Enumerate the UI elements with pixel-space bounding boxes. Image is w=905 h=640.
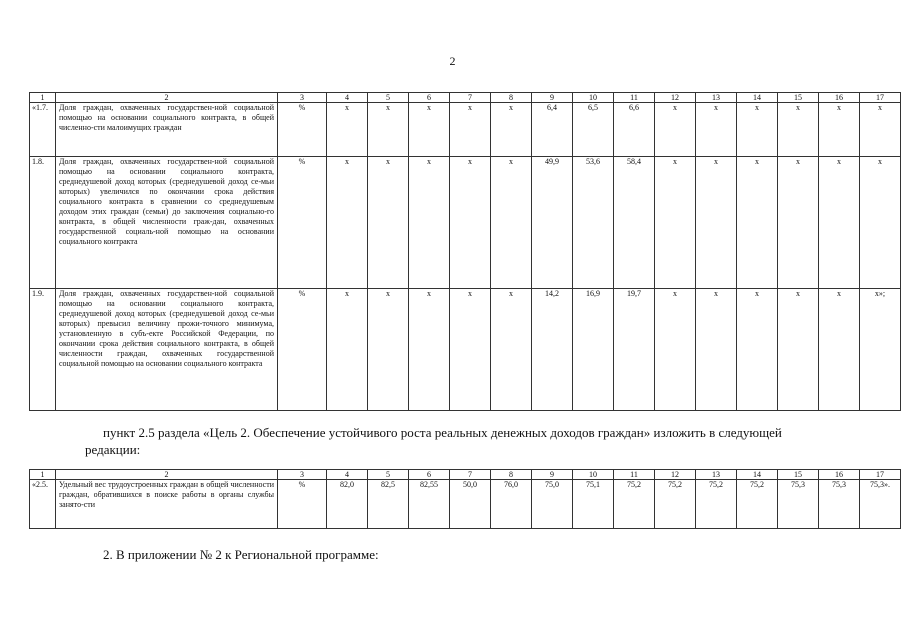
- table-header-row: [30, 93, 901, 103]
- column-header: 10: [573, 93, 614, 103]
- column-header: 16: [819, 470, 860, 480]
- value-cell: х: [737, 289, 778, 411]
- paragraph-line: пункт 2.5 раздела «Цель 2. Обеспечение устойчивого роста реальных денежных доходов граждан» изложить в следующей: [103, 425, 782, 440]
- column-header: 10: [573, 470, 614, 480]
- value-cell: х: [696, 289, 737, 411]
- table-row: [30, 103, 901, 157]
- paragraph-line: редакции:: [85, 442, 141, 457]
- value-cell: х: [491, 103, 532, 157]
- column-header: 13: [696, 470, 737, 480]
- row-index: 1.8.: [30, 157, 56, 289]
- value-cell: 75,3».: [860, 480, 901, 529]
- value-cell: 49,9: [532, 157, 573, 289]
- column-header: 9: [532, 470, 573, 480]
- table-row: [30, 480, 901, 529]
- column-header: 11: [614, 470, 655, 480]
- value-cell: х: [778, 289, 819, 411]
- indicator-description: Доля граждан, охваченных государствен-ной социальной помощью на основании социального контракта, среднедушевой доход которых (среднедушевой доход се-мьи которых) превысил величину прожи-точного минимума, установленную в субъ-екте Российской Федерации, по окончании срока действия социального контракта, в общей численности граждан, охваченных государственной социальной помощью на основании социального контракта: [56, 289, 278, 411]
- column-header: 7: [450, 93, 491, 103]
- value-cell: 16,9: [573, 289, 614, 411]
- indicator-description: Доля граждан, охваченных государствен-ной социальной помощью на основании социального контракта, в общей численно-сти малоимущих граждан: [56, 103, 278, 157]
- value-cell: 82,0: [327, 480, 368, 529]
- value-cell: х: [450, 157, 491, 289]
- value-cell: 76,0: [491, 480, 532, 529]
- value-cell: 53,6: [573, 157, 614, 289]
- value-cell: 14,2: [532, 289, 573, 411]
- value-cell: х: [778, 103, 819, 157]
- value-cell: х: [819, 289, 860, 411]
- unit-cell: %: [278, 157, 327, 289]
- value-cell: х: [491, 157, 532, 289]
- value-cell: х: [409, 157, 450, 289]
- column-header: 3: [278, 470, 327, 480]
- value-cell: х: [655, 157, 696, 289]
- value-cell: х: [819, 157, 860, 289]
- table-header-row: [30, 470, 901, 480]
- value-cell: 6,4: [532, 103, 573, 157]
- value-cell: х: [655, 103, 696, 157]
- indicators-table-2: [29, 469, 901, 529]
- value-cell: 6,5: [573, 103, 614, 157]
- value-cell: х: [327, 103, 368, 157]
- amendment-paragraph: [85, 424, 863, 458]
- value-cell: 58,4: [614, 157, 655, 289]
- value-cell: 75,2: [696, 480, 737, 529]
- value-cell: х: [696, 157, 737, 289]
- column-header: 1: [30, 470, 56, 480]
- value-cell: 75,1: [573, 480, 614, 529]
- value-cell: х: [491, 289, 532, 411]
- value-cell: 75,2: [655, 480, 696, 529]
- column-header: 8: [491, 93, 532, 103]
- value-cell: х: [409, 103, 450, 157]
- indicator-description: Удельный вес трудоустроенных граждан в общей численности граждан, обратившихся в поиске работы в органы службы занято-сти: [56, 480, 278, 529]
- value-cell: 75,0: [532, 480, 573, 529]
- column-header: 14: [737, 93, 778, 103]
- column-header: 7: [450, 470, 491, 480]
- table-row: [30, 289, 901, 411]
- value-cell: х»;: [860, 289, 901, 411]
- column-header: 2: [56, 470, 278, 480]
- value-cell: х: [860, 157, 901, 289]
- value-cell: 6,6: [614, 103, 655, 157]
- page-number: 2: [449, 54, 456, 68]
- value-cell: х: [327, 289, 368, 411]
- column-header: 2: [56, 93, 278, 103]
- value-cell: х: [696, 103, 737, 157]
- column-header: 9: [532, 93, 573, 103]
- value-cell: 19,7: [614, 289, 655, 411]
- value-cell: х: [655, 289, 696, 411]
- column-header: 6: [409, 93, 450, 103]
- column-header: 6: [409, 470, 450, 480]
- column-header: 11: [614, 93, 655, 103]
- value-cell: х: [368, 157, 409, 289]
- column-header: 12: [655, 470, 696, 480]
- value-cell: х: [737, 103, 778, 157]
- column-header: 17: [860, 470, 901, 480]
- column-header: 4: [327, 93, 368, 103]
- row-index: «1.7.: [30, 103, 56, 157]
- indicator-description: Доля граждан, охваченных государствен-ной социальной помощью на основании социального контракта, среднедушевой доход которых (среднедушевой доход се-мьи которых) увеличился по окончании срока действия социального контракта в сравнении со среднедушевым доходом этих граждан (семьи) до заключения социально-го контракта, в общей численности граж-дан, охваченных государственной социаль-ной помощью на основании социального контракта: [56, 157, 278, 289]
- value-cell: х: [368, 289, 409, 411]
- value-cell: х: [860, 103, 901, 157]
- column-header: 15: [778, 93, 819, 103]
- value-cell: х: [409, 289, 450, 411]
- row-index: 1.9.: [30, 289, 56, 411]
- value-cell: 75,2: [614, 480, 655, 529]
- value-cell: 50,0: [450, 480, 491, 529]
- value-cell: 82,55: [409, 480, 450, 529]
- value-cell: х: [819, 103, 860, 157]
- value-cell: 82,5: [368, 480, 409, 529]
- column-header: 14: [737, 470, 778, 480]
- value-cell: х: [737, 157, 778, 289]
- column-header: 17: [860, 93, 901, 103]
- column-header: 5: [368, 93, 409, 103]
- column-header: 13: [696, 93, 737, 103]
- unit-cell: %: [278, 289, 327, 411]
- column-header: 8: [491, 470, 532, 480]
- column-header: 15: [778, 470, 819, 480]
- column-header: 1: [30, 93, 56, 103]
- value-cell: х: [450, 103, 491, 157]
- table-row: [30, 157, 901, 289]
- value-cell: х: [327, 157, 368, 289]
- value-cell: х: [450, 289, 491, 411]
- value-cell: 75,2: [737, 480, 778, 529]
- value-cell: 75,3: [778, 480, 819, 529]
- appendix-paragraph: 2. В приложении № 2 к Региональной программе:: [103, 547, 379, 562]
- unit-cell: %: [278, 103, 327, 157]
- column-header: 12: [655, 93, 696, 103]
- value-cell: х: [778, 157, 819, 289]
- column-header: 5: [368, 470, 409, 480]
- value-cell: 75,3: [819, 480, 860, 529]
- indicators-table-1: [29, 92, 901, 411]
- column-header: 16: [819, 93, 860, 103]
- column-header: 4: [327, 470, 368, 480]
- value-cell: х: [368, 103, 409, 157]
- row-index: «2.5.: [30, 480, 56, 529]
- column-header: 3: [278, 93, 327, 103]
- unit-cell: %: [278, 480, 327, 529]
